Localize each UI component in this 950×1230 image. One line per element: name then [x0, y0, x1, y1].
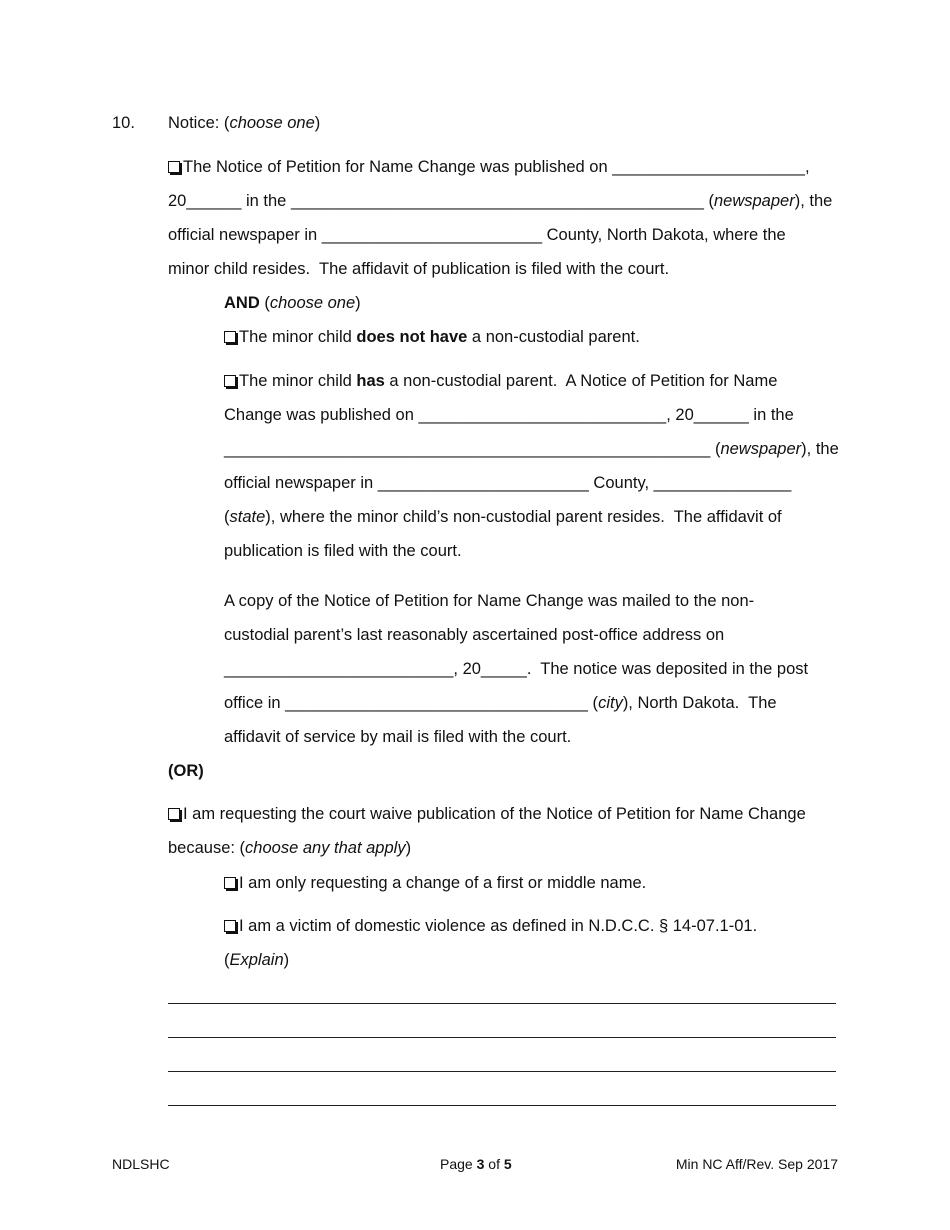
has-parent-line-5: (state), where the minor child’s non-custodial parent resides. The affidavit of: [224, 508, 782, 526]
has-parent-line-3: _____________________________________________________ (newspaper), the: [224, 440, 839, 458]
has-parent-option[interactable]: The minor child has a non-custodial parent. A Notice of Petition for Name: [224, 371, 777, 391]
checkbox-no-parent[interactable]: [224, 331, 236, 343]
published-option[interactable]: The Notice of Petition for Name Change was published on _____________________,: [168, 157, 810, 177]
or-label: (OR): [168, 762, 204, 780]
explain-line-3[interactable]: [168, 1071, 836, 1072]
footer-page-number: Page 3 of 5: [440, 1156, 512, 1172]
mailed-line-5: affidavit of service by mail is filed with the court.: [224, 728, 572, 746]
has-parent-line-2: Change was published on ___________________________, 20______ in the: [224, 406, 794, 424]
mailed-line-2: custodial parent’s last reasonably ascertained post-office address on: [224, 626, 725, 644]
waive-line-2: because: (choose any that apply): [168, 839, 412, 857]
published-line-4: minor child resides. The affidavit of publication is filed with the court.: [168, 260, 670, 278]
footer-left: NDLSHC: [112, 1156, 170, 1172]
victim-explain: (Explain): [224, 951, 290, 969]
footer-right: Min NC Aff/Rev. Sep 2017: [675, 1156, 838, 1172]
explain-line-1[interactable]: [168, 1003, 836, 1004]
checkbox-has-parent[interactable]: [224, 375, 236, 387]
checkbox-first-middle[interactable]: [224, 877, 236, 889]
section-title: Notice: (choose one): [168, 114, 321, 132]
checkbox-waive[interactable]: [168, 808, 180, 820]
mailed-line-4: office in _________________________________ (city), North Dakota. The: [224, 694, 777, 712]
and-choose-one: AND (choose one): [224, 294, 361, 312]
checkbox-published[interactable]: [168, 161, 180, 173]
has-parent-line-4: official newspaper in _______________________ County, _______________: [224, 474, 792, 492]
first-middle-option[interactable]: I am only requesting a change of a first or middle name.: [224, 873, 646, 893]
mailed-line-3: _________________________, 20_____. The notice was deposited in the post: [224, 660, 809, 678]
no-parent-option[interactable]: The minor child does not have a non-custodial parent.: [224, 327, 640, 347]
published-line-2: 20______ in the _____________________________________________ (newspaper), the: [168, 192, 833, 210]
checkbox-victim[interactable]: [224, 920, 236, 932]
victim-option[interactable]: I am a victim of domestic violence as defined in N.D.C.C. § 14-07.1-01.: [224, 916, 757, 936]
explain-line-2[interactable]: [168, 1037, 836, 1038]
explain-line-4[interactable]: [168, 1105, 836, 1106]
published-line-3: official newspaper in ________________________ County, North Dakota, where the: [168, 226, 786, 244]
section-number: 10.: [112, 114, 135, 132]
mailed-line-1: A copy of the Notice of Petition for Name Change was mailed to the non-: [224, 592, 755, 610]
has-parent-line-6: publication is filed with the court.: [224, 542, 462, 560]
waive-option[interactable]: I am requesting the court waive publication of the Notice of Petition for Name Change: [168, 804, 806, 824]
